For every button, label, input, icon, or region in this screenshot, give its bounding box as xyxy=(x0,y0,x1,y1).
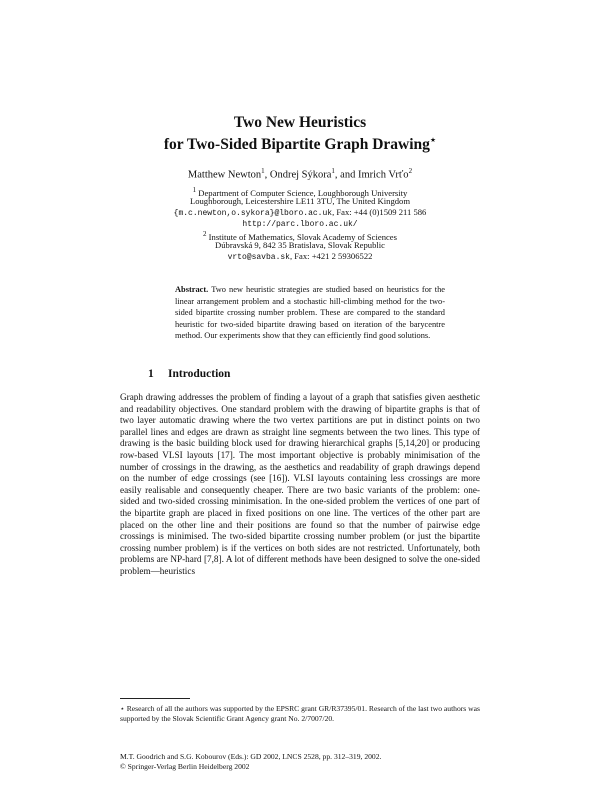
author-3-affil: 2 xyxy=(408,167,413,175)
author-1: Matthew Newton xyxy=(187,169,262,181)
affil-2-number: 2 xyxy=(203,230,207,238)
affil-1-fax: , Fax: +44 (0)1509 211 586 xyxy=(332,207,427,217)
affil-2-email[interactable]: vrto@savba.sk xyxy=(227,253,290,262)
footnote-rule xyxy=(120,698,190,699)
author-and: , and xyxy=(334,169,356,181)
paper-title-line-2 xyxy=(120,132,480,154)
pubinfo-copyright: © Springer-Verlag Berlin Heidelberg 2002 xyxy=(120,761,250,771)
section-number: 1 xyxy=(148,368,154,380)
author-3: Imrich Vrťo xyxy=(357,169,409,181)
affiliation-2-line-3 xyxy=(120,251,480,263)
author-2: Ondrej Sýkora xyxy=(269,169,332,181)
author-list xyxy=(120,165,480,182)
affil-1-emails[interactable]: {m.c.newton,o.sykora}@lboro.ac.uk xyxy=(173,209,333,218)
footnote-text: Research of all the authors was supported by the EPSRC grant GR/R37395/01. Research of the last two authors was supported by the Slovak Scientific Grant Agency grant No. 2/7007/20. xyxy=(120,704,480,723)
footnote-marker: ⋆ xyxy=(120,704,125,713)
paper-title-line-1 xyxy=(120,114,480,132)
section-heading xyxy=(148,368,230,380)
affil-2-address: Dúbravská 9, 842 35 Bratislava, Slovak Republic xyxy=(215,240,385,250)
affiliation-1-line-2 xyxy=(120,196,480,207)
affil-2-fax: , Fax: +421 2 59306522 xyxy=(289,251,373,261)
affil-2-institute: Institute of Mathematics, Slovak Academy of Sciences xyxy=(208,231,397,242)
section-title: Introduction xyxy=(168,368,231,380)
intro-paragraph xyxy=(120,392,480,578)
abstract-text: Two new heuristic strategies are studied based on heuristics for the linear arrangement problem and a stochastic hill-climbing method for the two-sided bipartite crossing number problem. These are compared to the standard heuristic for two-sided bipartite drawing based on iteration of the barycentre method. Our experiments show that they can efficiently find good solutions. xyxy=(175,285,445,340)
title-footnote-marker: ⋆ xyxy=(429,135,437,146)
publication-info xyxy=(120,752,480,772)
affil-1-dept: Department of Computer Science, Loughborough University xyxy=(198,187,408,198)
author-2-affil: 1 xyxy=(331,167,335,175)
affil-1-address: Loughborough, Leicestershire LE11 3TU, The United Kingdom xyxy=(189,196,411,206)
affiliation-2-line-2 xyxy=(120,240,480,251)
title-text-2: for Two-Sided Bipartite Graph Drawing xyxy=(163,136,430,154)
author-1-affil: 1 xyxy=(261,167,265,175)
intro-paragraph-text: Graph drawing addresses the problem of finding a layout of a graph that satisfies given aesthetic and readability objectives. One standard problem with the drawing of bipartite graphs is that of two layer automatic drawing where the two vertex partitions are put in distinct points on two parallel lines and edges are drawn as straight line segments between the two lines. This type of drawing is the basic building block used for drawing hierarchical graphs [5,14,20] or producing row-based VLSI layouts [17]. The most important objective is probably minimisation of the number of crossings in the drawing, as the aesthetics and readability of graph drawings depend on the number of edge crossings (see [16]). VLSI layouts containing less crossings are more easily realisable and consequently cheaper. There are two basic variants of the problem: one-sided and two-sided crossing minimisation. In the one-sided problem the vertices of one part of the bipartite graph are placed in fixed positions on one line. The vertices of the other part are placed on the other line and their positions are found so that the number of pairwise edge crossings is minimised. The two-sided bipartite crossing number problem (or just the bipartite crossing number problem) is if the vertices on both sides are not restricted. Unfortunately, both problems are NP-hard [7,8]. A lot of different methods have been designed to solve the one-sided problem—heuristics xyxy=(120,392,480,576)
abstract-label: Abstract. xyxy=(175,285,209,294)
author-sep: , xyxy=(264,169,268,181)
abstract xyxy=(175,284,445,342)
footnote xyxy=(120,704,480,724)
affil-1-url[interactable]: http://parc.lboro.ac.uk/ xyxy=(242,220,358,229)
affil-1-number: 1 xyxy=(192,186,197,194)
title-text-1: Two New Heuristics xyxy=(233,114,367,131)
pubinfo-citation: M.T. Goodrich and S.G. Kobourov (Eds.): GD 2002, LNCS 2528, pp. 312–319, 2002. xyxy=(120,752,382,761)
